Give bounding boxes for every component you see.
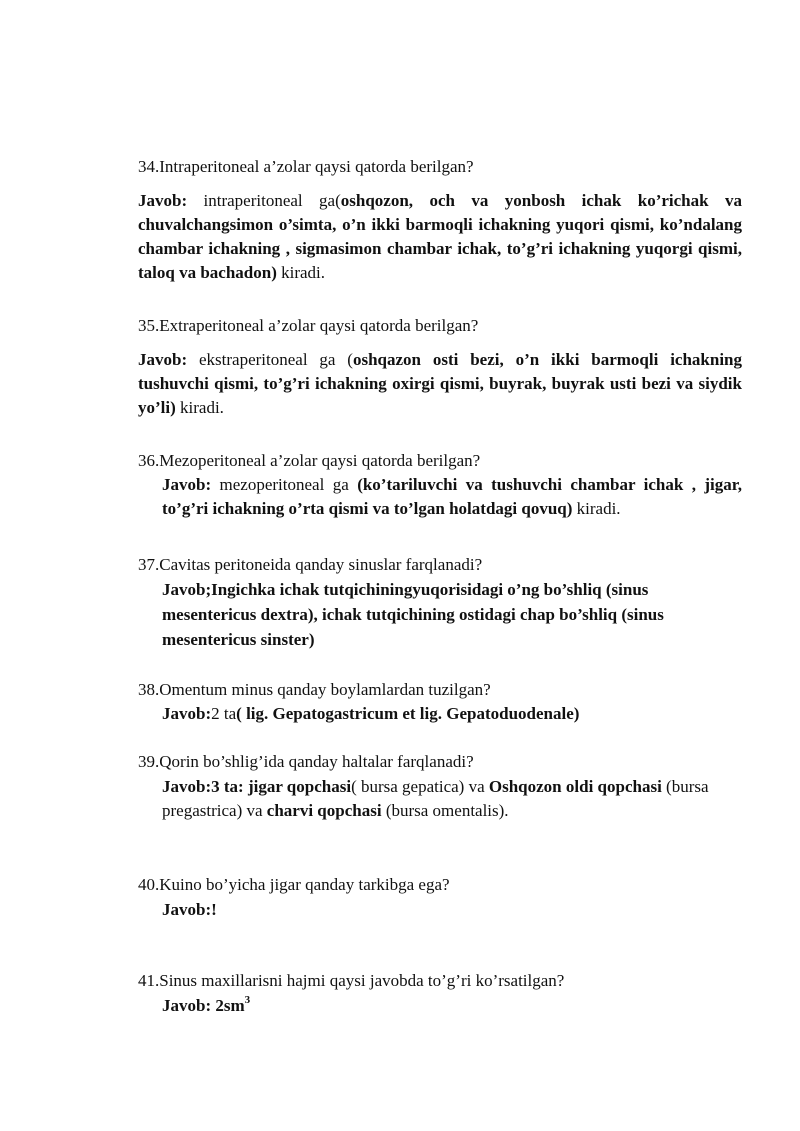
question-34: 34.Intraperitoneal a’zolar qaysi qatorda berilgan? bbox=[138, 157, 474, 176]
answer-35 bbox=[138, 348, 742, 420]
answer-39-part-3: (bursa pregastrica) va bbox=[162, 777, 709, 820]
answer-34-part-2: oshqozon, och va yonbosh ichak ko’richak va chuvalchangsimon o’simta, o’n ikki barmoqli ichakning yuqori qismi, ko’ndalang chambar ichakning , sigmasimon chambar ichak, to’g’ri ichakning yuqorgi qismi, taloq va bachadon) bbox=[138, 191, 743, 282]
answer-37-part-0: Javob;Ingichka ichak tutqichiningyuqorisidagi o’ng bo’shliq (sinus mesentericus dextra), ichak tutqichining ostidagi chap bo’shliq (sinus mesentericus sinster) bbox=[162, 580, 664, 649]
question-36: 36.Mezoperitoneal a’zolar qaysi qatorda berilgan? bbox=[138, 451, 481, 470]
answer-38-part-0: Javob: bbox=[162, 704, 212, 723]
question-40: 40.Kuino bo’yicha jigar qanday tarkibga ega? bbox=[138, 875, 450, 894]
answer-39-part-2: Oshqozon oldi qopchasi bbox=[488, 777, 662, 796]
answer-39-part-1: ( bursa gepatica) va bbox=[351, 777, 489, 796]
answer-41-superscript: 3 bbox=[244, 994, 251, 1007]
answer-35-part-3: kiradi. bbox=[175, 398, 224, 417]
answer-35-part-1: ekstraperitoneal ga ( bbox=[187, 350, 353, 369]
answer-34-part-3: kiradi. bbox=[276, 263, 326, 282]
answer-39-part-0: Javob:3 ta: jigar qopchasi bbox=[162, 777, 352, 796]
answer-41 bbox=[162, 994, 742, 1018]
answer-40 bbox=[162, 898, 742, 922]
answer-39-part-5: (bursa omentalis). bbox=[381, 801, 509, 820]
question-41: 41.Sinus maxillarisni hajmi qaysi javobda to’g’ri ko’rsatilgan? bbox=[138, 971, 565, 990]
answer-40-part-0: Javob:! bbox=[162, 900, 217, 919]
answer-41-part-0: Javob: 2sm bbox=[162, 996, 245, 1015]
answer-37 bbox=[162, 577, 722, 652]
answer-36 bbox=[162, 473, 742, 521]
answer-34 bbox=[138, 189, 742, 285]
answer-36-part-2: (ko’tariluvchi va tushuvchi chambar ichak , jigar, to’g’ri ichakning o’rta qismi va to’lgan holatdagi qovuq) bbox=[162, 475, 743, 518]
answer-39-part-4: charvi qopchasi bbox=[266, 801, 382, 820]
answer-38 bbox=[162, 702, 742, 726]
answer-36-part-1: mezoperitoneal ga bbox=[211, 475, 358, 494]
answer-38-part-2: ( lig. Gepatogastricum et lig. Gepatoduodenale) bbox=[236, 704, 580, 723]
question-37: 37.Cavitas peritoneida qanday sinuslar farqlanadi? bbox=[138, 555, 483, 574]
answer-34-part-1: intraperitoneal ga( bbox=[187, 191, 341, 210]
answer-36-part-3: kiradi. bbox=[572, 499, 621, 518]
answer-34-part-0: Javob: bbox=[138, 191, 188, 210]
answer-35-part-0: Javob: bbox=[138, 350, 188, 369]
answer-36-part-0: Javob: bbox=[162, 475, 212, 494]
answer-38-part-1: 2 ta bbox=[211, 704, 237, 723]
question-35: 35.Extraperitoneal a’zolar qaysi qatorda berilgan? bbox=[138, 316, 479, 335]
question-39: 39.Qorin bo’shlig’ida qanday haltalar farqlanadi? bbox=[138, 752, 474, 771]
answer-35-part-2: oshqazon osti bezi, o’n ikki barmoqli ichakning tushuvchi qismi, to’g’ri ichakning oxirgi qismi, buyrak, buyrak usti bezi va siydik yo’li) bbox=[138, 350, 743, 417]
question-38: 38.Omentum minus qanday boylamlardan tuzilgan? bbox=[138, 680, 491, 699]
answer-39 bbox=[162, 775, 732, 823]
